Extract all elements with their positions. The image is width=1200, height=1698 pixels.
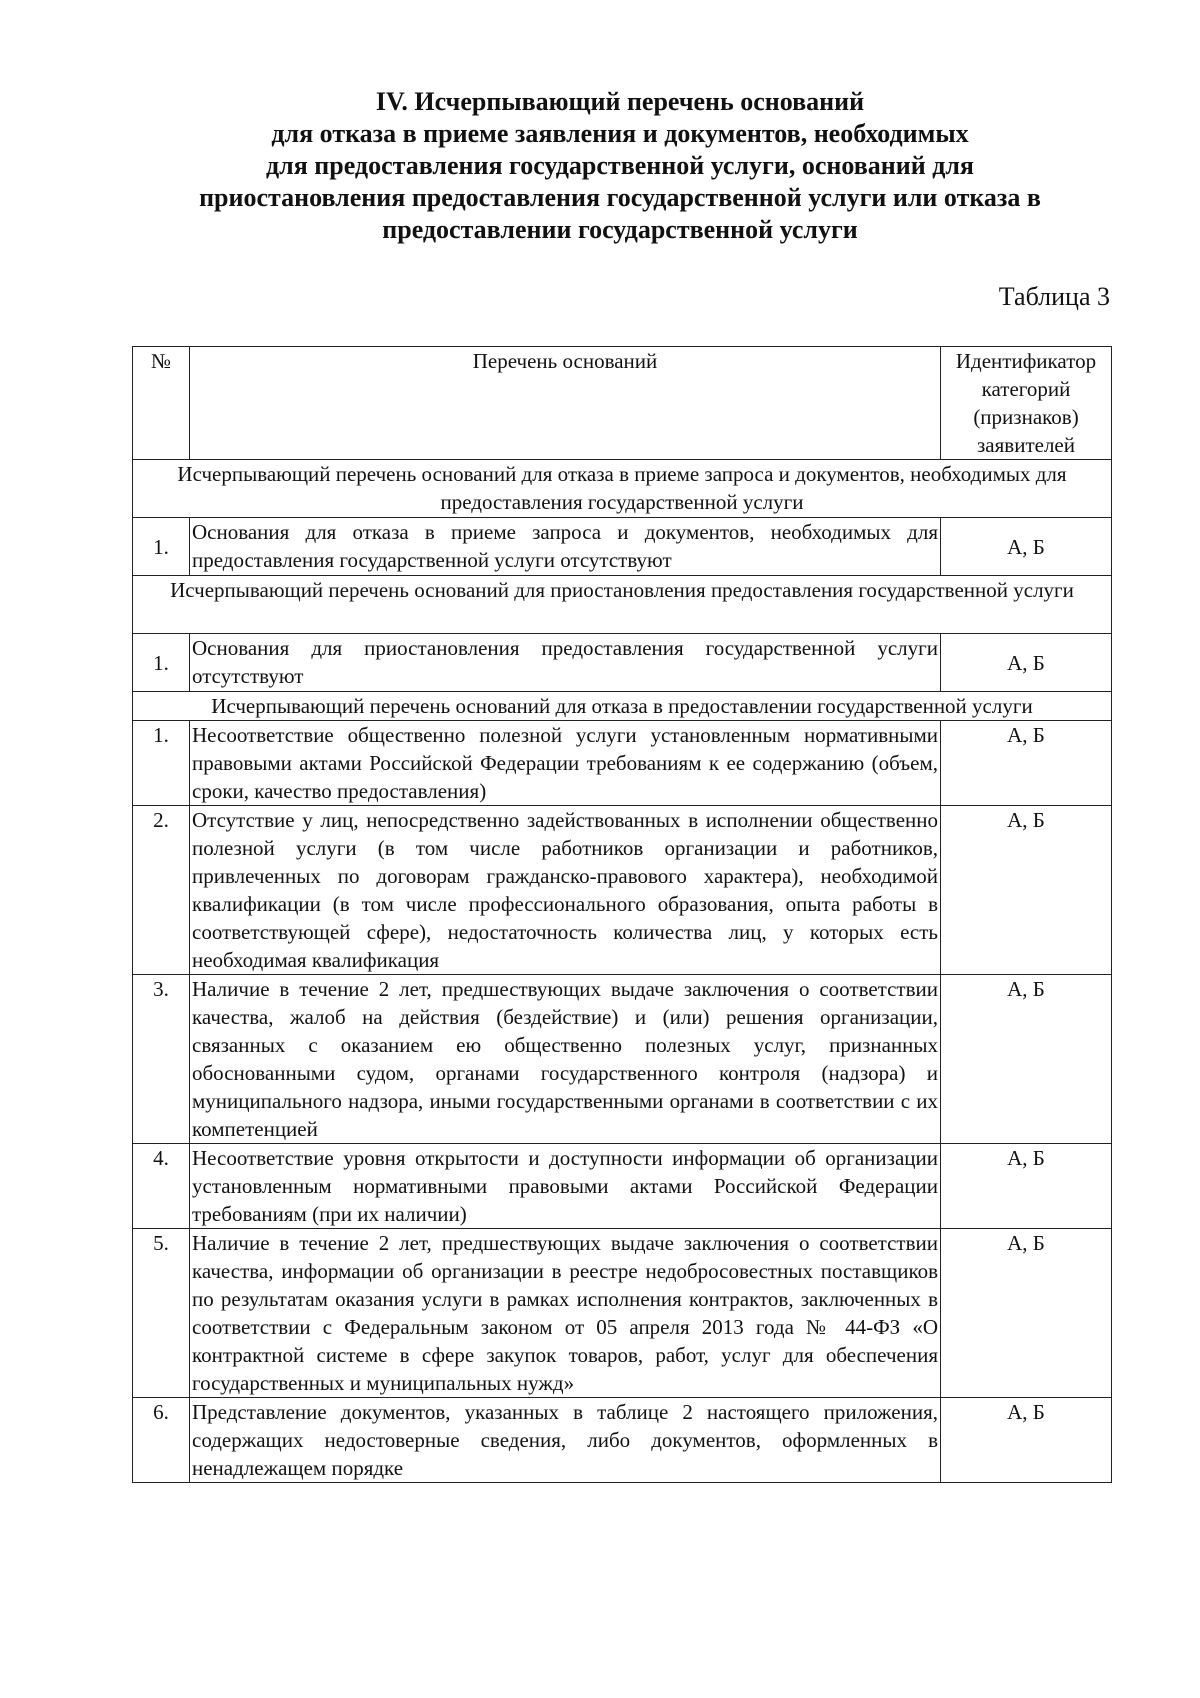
heading-line: IV. Исчерпывающий перечень оснований <box>375 87 865 116</box>
row-number: 6. <box>133 1398 190 1483</box>
row-text: Основания для отказа в приеме запроса и документов, необходимых для предоставления государственной услуги отсутствуют <box>190 518 941 576</box>
row-text: Несоответствие уровня открытости и доступности информации об организации установленным нормативными правовыми актами Российской Федерации требованиям (при их наличии) <box>190 1144 941 1229</box>
row-identifier: А, Б <box>941 806 1112 975</box>
row-identifier: А, Б <box>941 721 1112 806</box>
header-grounds: Перечень оснований <box>190 347 941 460</box>
row-number: 1. <box>133 518 190 576</box>
table-header-row <box>133 347 1112 460</box>
row-identifier: А, Б <box>941 975 1112 1144</box>
table-row <box>133 1398 1112 1483</box>
table-row <box>133 975 1112 1144</box>
heading-line: приостановления предоставления государственной услуги или отказа в <box>199 183 1041 212</box>
table-row <box>133 721 1112 806</box>
row-text: Основания для приостановления предоставления государственной услуги отсутствуют <box>190 634 941 692</box>
row-identifier: А, Б <box>941 1229 1112 1398</box>
row-number: 2. <box>133 806 190 975</box>
row-identifier: А, Б <box>941 1398 1112 1483</box>
grounds-table <box>132 346 1112 1483</box>
row-identifier: А, Б <box>941 518 1112 576</box>
row-text: Отсутствие у лиц, непосредственно задействованных в исполнении общественно полезной услуги (в том числе работников организации и работников, привлеченных по договорам гражданско-правового характера), необходимой квалификации (в том числе профессионального образования, опыта работы в соответствующей сфере), недостаточность количества лиц, у которых есть необходимая квалификация <box>190 806 941 975</box>
table-row <box>133 806 1112 975</box>
row-number: 3. <box>133 975 190 1144</box>
header-num: № <box>133 347 190 460</box>
table-row <box>133 518 1112 576</box>
row-text: Представление документов, указанных в таблице 2 настоящего приложения, содержащих недостоверные сведения, либо документов, оформленных в ненадлежащем порядке <box>190 1398 941 1483</box>
row-identifier: А, Б <box>941 634 1112 692</box>
table-row <box>133 634 1112 692</box>
row-number: 5. <box>133 1229 190 1398</box>
heading-line: для отказа в приеме заявления и документов, необходимых <box>271 119 969 148</box>
row-identifier: А, Б <box>941 1144 1112 1229</box>
heading-line: для предоставления государственной услуги, оснований для <box>265 151 975 180</box>
section-title: Исчерпывающий перечень оснований для отказа в предоставлении государственной услуги <box>133 692 1112 721</box>
section-row <box>133 576 1112 634</box>
section-title: Исчерпывающий перечень оснований для приостановления предоставления государственной услуги <box>133 576 1112 634</box>
header-identifier: Идентификатор категорий (признаков) заявителей <box>941 347 1112 460</box>
section-heading <box>150 86 1090 246</box>
row-text: Наличие в течение 2 лет, предшествующих выдаче заключения о соответствии качества, жалоб на действия (бездействие) и (или) решения организации, связанных с оказанием ею общественно полезных услуг, признанных обоснованными судом, органами государственного контроля (надзора) и муниципального надзора, иными государственными органами в соответствии с их компетенцией <box>190 975 941 1144</box>
row-number: 4. <box>133 1144 190 1229</box>
table-caption: Таблица 3 <box>998 282 1110 311</box>
table-row <box>133 1144 1112 1229</box>
section-title: Исчерпывающий перечень оснований для отказа в приеме запроса и документов, необходимых для предоставления государственной услуги <box>133 460 1112 518</box>
row-number: 1. <box>133 634 190 692</box>
row-number: 1. <box>133 721 190 806</box>
section-row <box>133 460 1112 518</box>
section-row <box>133 692 1112 721</box>
heading-line: предоставлении государственной услуги <box>382 215 858 244</box>
row-text: Наличие в течение 2 лет, предшествующих выдаче заключения о соответствии качества, информации об организации в реестре недобросовестных поставщиков по результатам оказания услуги в рамках исполнения контрактов, заключенных в соответствии с Федеральным законом от 05 апреля 2013 года № 44-ФЗ «О контрактной системе в сфере закупок товаров, работ, услуг для обеспечения государственных и муниципальных нужд» <box>190 1229 941 1398</box>
table-row <box>133 1229 1112 1398</box>
row-text: Несоответствие общественно полезной услуги установленным нормативными правовыми актами Российской Федерации требованиям к ее содержанию (объем, сроки, качество предоставления) <box>190 721 941 806</box>
